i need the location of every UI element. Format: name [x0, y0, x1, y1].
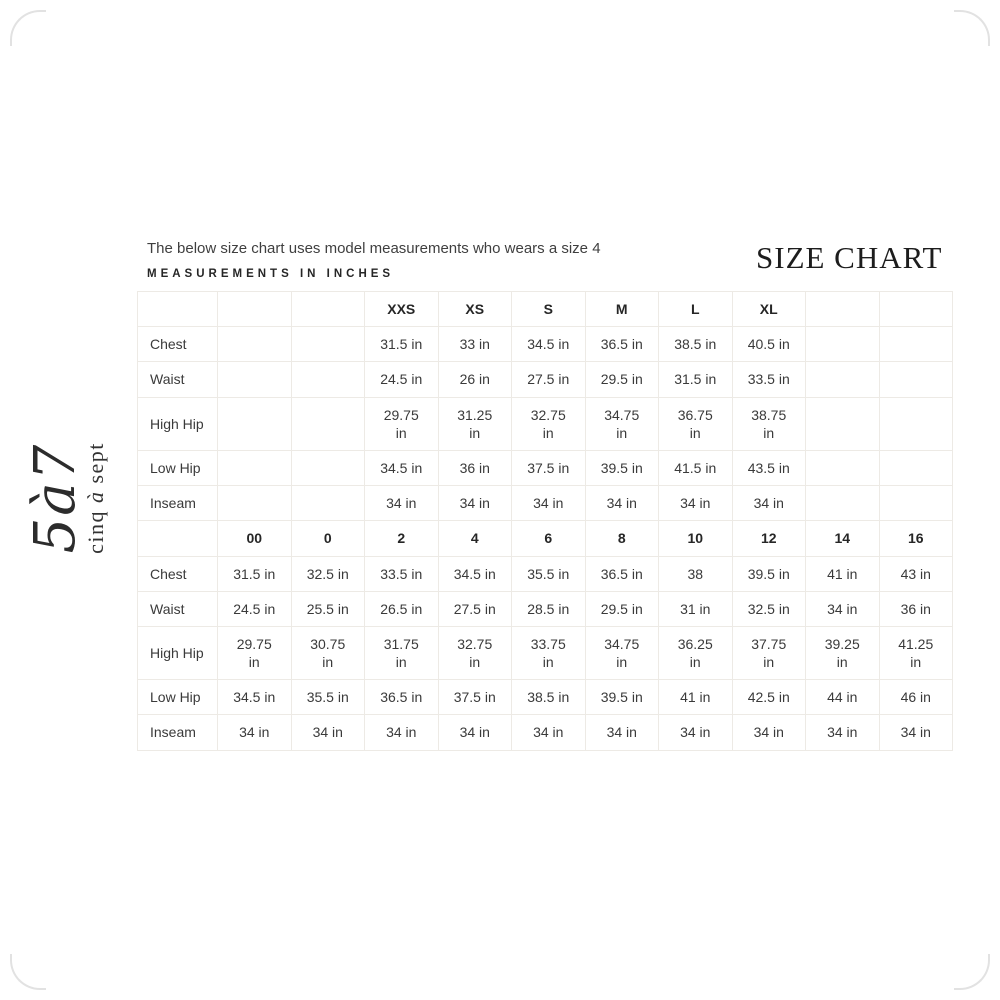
- measurement-cell: 36 in: [879, 591, 953, 626]
- row-label: Chest: [138, 327, 218, 362]
- table-row: [138, 362, 953, 397]
- measurement-cell: 36.25 in: [659, 626, 733, 679]
- table-row: [138, 715, 953, 750]
- measurement-cell: 34 in: [291, 715, 365, 750]
- size-table-body: [138, 292, 953, 751]
- size-column-header: [218, 292, 292, 327]
- measurement-cell: 39.5 in: [585, 450, 659, 485]
- size-column-header: 6: [512, 521, 586, 556]
- measurement-cell: [806, 397, 880, 450]
- row-label: High Hip: [138, 397, 218, 450]
- measurement-cell: 43.5 in: [732, 450, 806, 485]
- measurement-cell: [291, 450, 365, 485]
- table-row: [138, 626, 953, 679]
- measurement-cell: 29.5 in: [585, 591, 659, 626]
- measurement-cell: [806, 450, 880, 485]
- measurement-cell: [291, 397, 365, 450]
- measurement-cell: [879, 450, 953, 485]
- size-column-header: [806, 292, 880, 327]
- measurement-cell: 34 in: [585, 715, 659, 750]
- measurement-cell: 34 in: [438, 715, 512, 750]
- size-column-header: 8: [585, 521, 659, 556]
- measurement-cell: 34 in: [732, 486, 806, 521]
- measurement-cell: [218, 450, 292, 485]
- measurement-cell: [806, 486, 880, 521]
- measurement-cell: 36.5 in: [585, 556, 659, 591]
- measurement-cell: 34 in: [879, 715, 953, 750]
- measurement-cell: [218, 362, 292, 397]
- measurement-cell: 34.5 in: [512, 327, 586, 362]
- measurement-cell: 34 in: [512, 715, 586, 750]
- measurement-cell: 26.5 in: [365, 591, 439, 626]
- measurement-cell: 44 in: [806, 680, 880, 715]
- measurement-cell: 40.5 in: [732, 327, 806, 362]
- measurement-cell: 36 in: [438, 450, 512, 485]
- size-column-header: 2: [365, 521, 439, 556]
- corner-mark-bottom-left: [10, 954, 46, 990]
- measurement-cell: [291, 486, 365, 521]
- corner-mark-top-right: [954, 10, 990, 46]
- size-column-header: 10: [659, 521, 733, 556]
- measurement-cell: [879, 362, 953, 397]
- measurement-cell: [806, 327, 880, 362]
- measurement-cell: 29.75 in: [218, 626, 292, 679]
- measurement-cell: 41 in: [659, 680, 733, 715]
- measurement-cell: 32.75 in: [438, 626, 512, 679]
- measurement-cell: 42.5 in: [732, 680, 806, 715]
- measurement-cell: 34.5 in: [365, 450, 439, 485]
- measurement-cell: 31.75 in: [365, 626, 439, 679]
- row-label: Low Hip: [138, 450, 218, 485]
- size-column-header: 00: [218, 521, 292, 556]
- brand-name-part: sept: [83, 442, 109, 484]
- size-header-row: [138, 292, 953, 327]
- measurement-cell: 31.5 in: [218, 556, 292, 591]
- measurement-cell: 32.5 in: [732, 591, 806, 626]
- size-column-header: 16: [879, 521, 953, 556]
- measurement-cell: [218, 327, 292, 362]
- table-row: [138, 680, 953, 715]
- table-row: [138, 327, 953, 362]
- measurement-cell: 34.75 in: [585, 626, 659, 679]
- measurement-cell: 35.5 in: [291, 680, 365, 715]
- measurement-cell: 29.75 in: [365, 397, 439, 450]
- header-row-label: [138, 292, 218, 327]
- table-row: [138, 556, 953, 591]
- measurement-cell: 33 in: [438, 327, 512, 362]
- measurement-cell: [291, 362, 365, 397]
- measurement-cell: 30.75 in: [291, 626, 365, 679]
- size-column-header: XS: [438, 292, 512, 327]
- brand-name-accent: à: [83, 490, 109, 504]
- measurement-cell: 39.5 in: [585, 680, 659, 715]
- measurement-cell: 41.25 in: [879, 626, 953, 679]
- size-column-header: 14: [806, 521, 880, 556]
- measurement-cell: 46 in: [879, 680, 953, 715]
- measurement-cell: 34 in: [585, 486, 659, 521]
- measurement-cell: 34 in: [365, 486, 439, 521]
- measurement-cell: 34.5 in: [438, 556, 512, 591]
- brand-name-part: cinq: [83, 510, 109, 554]
- measurement-cell: [806, 362, 880, 397]
- measurement-cell: 32.75 in: [512, 397, 586, 450]
- measurement-cell: 31 in: [659, 591, 733, 626]
- size-header-row: [138, 521, 953, 556]
- size-column-header: 12: [732, 521, 806, 556]
- measurement-cell: 39.25 in: [806, 626, 880, 679]
- size-column-header: XXS: [365, 292, 439, 327]
- header-row-label: [138, 521, 218, 556]
- size-column-header: L: [659, 292, 733, 327]
- measurement-cell: [218, 397, 292, 450]
- measurement-cell: 39.5 in: [732, 556, 806, 591]
- page-title: SIZE CHART: [756, 240, 943, 275]
- measurement-cell: 37.5 in: [438, 680, 512, 715]
- measurement-cell: 36.75 in: [659, 397, 733, 450]
- measurement-cell: 38: [659, 556, 733, 591]
- measurement-cell: 43 in: [879, 556, 953, 591]
- row-label: Waist: [138, 591, 218, 626]
- row-label: Chest: [138, 556, 218, 591]
- measurement-cell: 34.75 in: [585, 397, 659, 450]
- measurement-cell: 34 in: [659, 715, 733, 750]
- measurement-cell: [218, 486, 292, 521]
- measurement-cell: 41.5 in: [659, 450, 733, 485]
- measurement-cell: 34 in: [806, 715, 880, 750]
- measurement-cell: [879, 486, 953, 521]
- measurement-cell: 37.75 in: [732, 626, 806, 679]
- brand-logo: [23, 423, 123, 573]
- size-note-text: The below size chart uses model measurements who wears a size 4: [147, 240, 601, 257]
- row-label: High Hip: [138, 626, 218, 679]
- measurement-cell: 34 in: [365, 715, 439, 750]
- size-column-header: S: [512, 292, 586, 327]
- measurement-cell: 38.75 in: [732, 397, 806, 450]
- measurement-cell: 34 in: [512, 486, 586, 521]
- corner-mark-top-left: [10, 10, 46, 46]
- measurement-cell: 27.5 in: [512, 362, 586, 397]
- size-column-header: M: [585, 292, 659, 327]
- measurement-cell: 34 in: [732, 715, 806, 750]
- size-column-header: 4: [438, 521, 512, 556]
- table-row: [138, 397, 953, 450]
- table-row: [138, 486, 953, 521]
- measurement-cell: 31.5 in: [365, 327, 439, 362]
- brand-logo-name: [85, 423, 107, 573]
- table-row: [138, 450, 953, 485]
- size-column-header: XL: [732, 292, 806, 327]
- measurement-cell: 38.5 in: [659, 327, 733, 362]
- measurement-cell: 28.5 in: [512, 591, 586, 626]
- measurement-cell: 29.5 in: [585, 362, 659, 397]
- measurement-cell: 37.5 in: [512, 450, 586, 485]
- measurement-cell: 32.5 in: [291, 556, 365, 591]
- size-column-header: [879, 292, 953, 327]
- measurement-cell: 24.5 in: [365, 362, 439, 397]
- measurement-cell: 36.5 in: [365, 680, 439, 715]
- measurement-cell: 26 in: [438, 362, 512, 397]
- measurement-cell: 34 in: [659, 486, 733, 521]
- brand-logo-mark: 5à7: [23, 442, 88, 554]
- measurement-cell: 31.5 in: [659, 362, 733, 397]
- measurement-cell: 38.5 in: [512, 680, 586, 715]
- row-label: Inseam: [138, 715, 218, 750]
- row-label: Inseam: [138, 486, 218, 521]
- measurement-cell: 27.5 in: [438, 591, 512, 626]
- measurement-cell: 34.5 in: [218, 680, 292, 715]
- measurement-cell: [879, 397, 953, 450]
- size-column-header: [291, 292, 365, 327]
- measurements-units-label: MEASUREMENTS IN INCHES: [147, 268, 395, 280]
- measurement-cell: 36.5 in: [585, 327, 659, 362]
- size-chart-table: [137, 291, 953, 751]
- measurement-cell: 34 in: [438, 486, 512, 521]
- size-column-header: 0: [291, 521, 365, 556]
- measurement-cell: 33.75 in: [512, 626, 586, 679]
- measurement-cell: 25.5 in: [291, 591, 365, 626]
- row-label: Waist: [138, 362, 218, 397]
- measurement-cell: [291, 327, 365, 362]
- corner-mark-bottom-right: [954, 954, 990, 990]
- measurement-cell: [879, 327, 953, 362]
- measurement-cell: 34 in: [806, 591, 880, 626]
- measurement-cell: 33.5 in: [732, 362, 806, 397]
- measurement-cell: 24.5 in: [218, 591, 292, 626]
- measurement-cell: 33.5 in: [365, 556, 439, 591]
- row-label: Low Hip: [138, 680, 218, 715]
- measurement-cell: 31.25 in: [438, 397, 512, 450]
- measurement-cell: 34 in: [218, 715, 292, 750]
- measurement-cell: 35.5 in: [512, 556, 586, 591]
- table-row: [138, 591, 953, 626]
- measurement-cell: 41 in: [806, 556, 880, 591]
